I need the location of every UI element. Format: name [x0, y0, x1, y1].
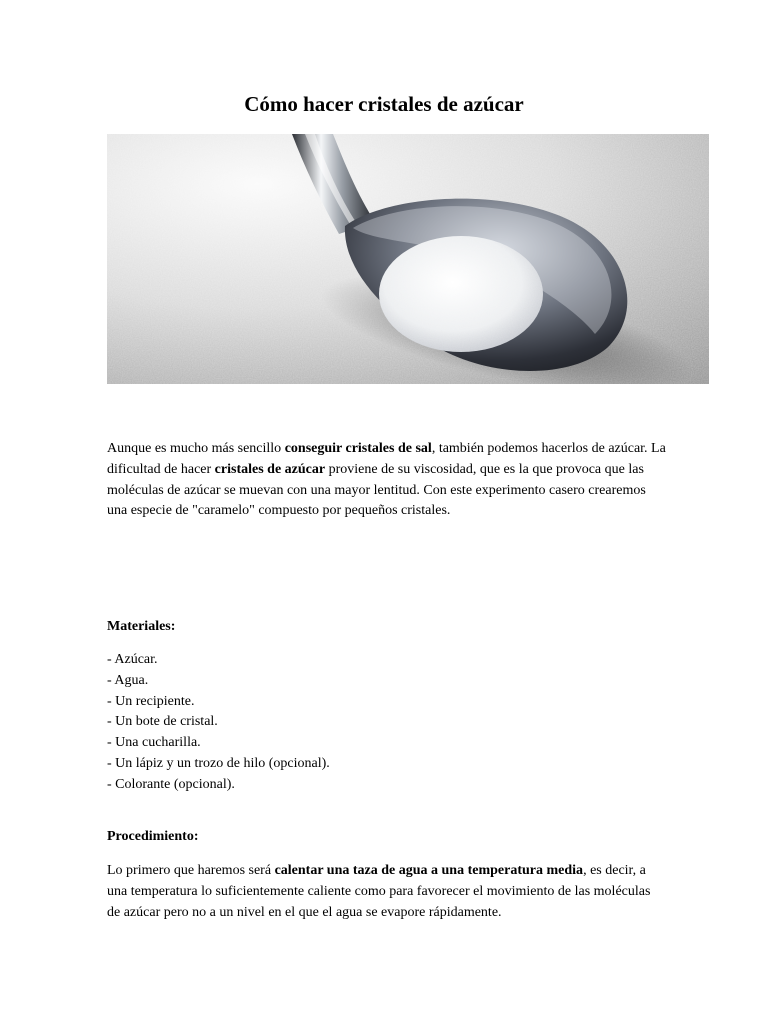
- procedure-heading: Procedimiento:: [107, 829, 199, 844]
- procedure-paragraph: [107, 861, 667, 923]
- list-item: - Agua.: [107, 672, 149, 688]
- list-item: - Un bote de cristal.: [107, 714, 218, 730]
- list-item: - Una cucharilla.: [107, 735, 201, 751]
- procedure-text-2: , es decir, a una temperatura lo suficientemente caliente como para favorecer el movimiento de las moléculas de azúcar pero no a un nivel en el que el agua se evapore rápidamente.: [107, 863, 651, 920]
- intro-bold-2: cristales de azúcar: [214, 461, 326, 477]
- list-item: - Azúcar.: [107, 652, 158, 667]
- intro-bold-1: conseguir cristales de sal: [284, 441, 432, 456]
- list-item: - Un lápiz y un trozo de hilo (opcional).: [107, 755, 330, 771]
- page-title: Cómo hacer cristales de azúcar: [244, 92, 524, 116]
- materials-heading: Materiales:: [107, 619, 176, 634]
- intro-text-3: proviene de su viscosidad, que es la que provoca que las moléculas de azúcar se muevan con una mayor lentitud. Con este experimento casero crearemos una especie de "caramelo" compuesto por pequeños cristales.: [107, 461, 646, 519]
- intro-text-1: Aunque es mucho más sencillo: [107, 441, 285, 456]
- materials-list: [107, 650, 330, 796]
- list-item: - Colorante (opcional).: [107, 776, 235, 792]
- procedure-bold-1: calentar una taza de agua a una temperatura media: [274, 863, 584, 878]
- intro-paragraph: [107, 439, 667, 522]
- sugar-spoon-image: [107, 134, 709, 384]
- procedure-text-1: Lo primero que haremos será: [107, 863, 275, 878]
- intro-text-2: , también podemos hacerlos de azúcar. La dificultad de hacer: [107, 441, 666, 477]
- list-item: - Un recipiente.: [107, 693, 195, 709]
